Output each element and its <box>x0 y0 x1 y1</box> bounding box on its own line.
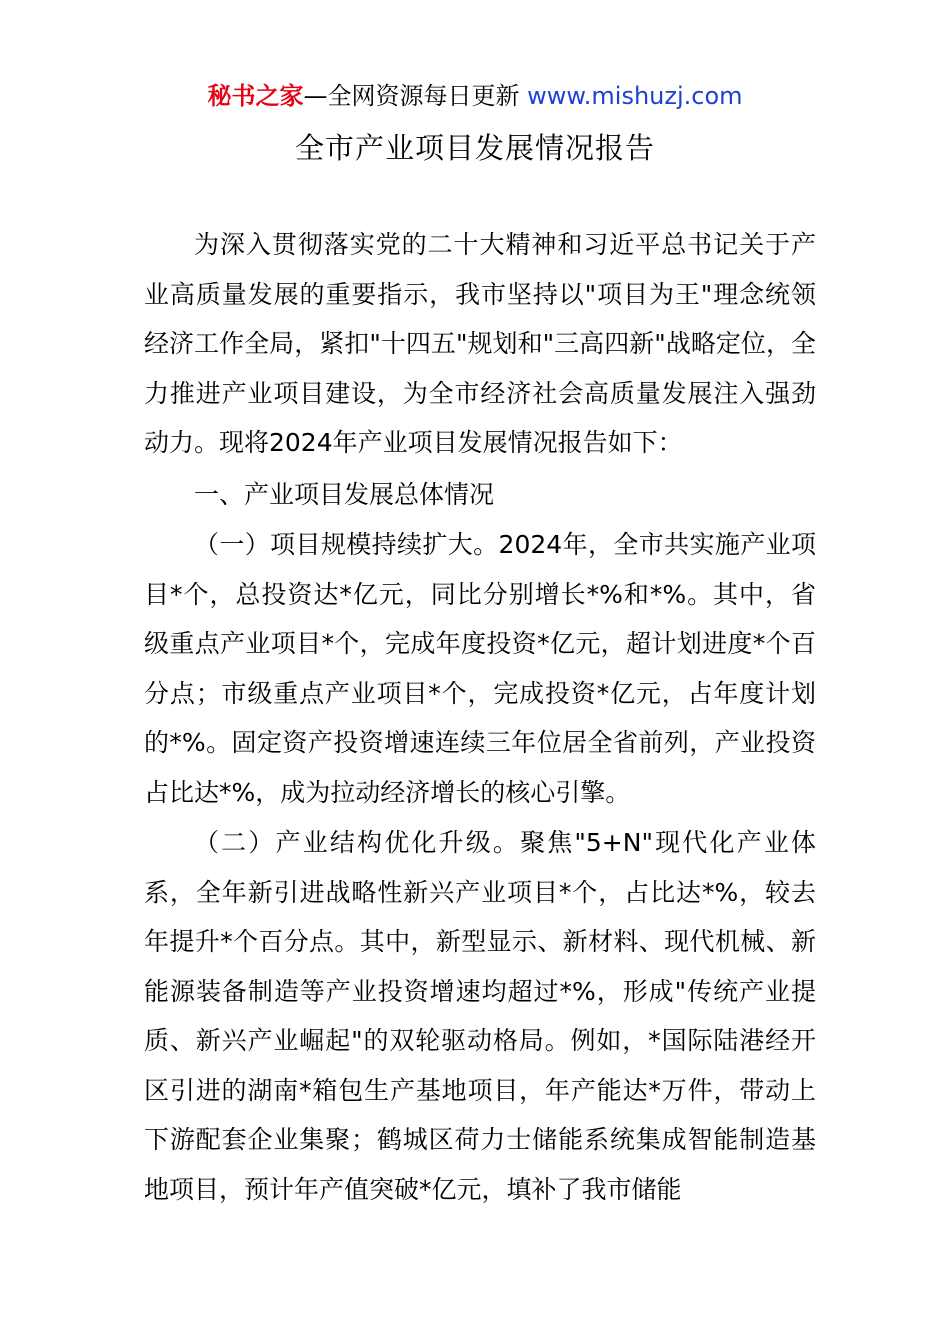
section-heading <box>144 470 816 520</box>
site-header <box>0 80 950 112</box>
document-title: 全市产业项目发展情况报告 <box>294 131 655 165</box>
paragraph-structure-text: （二）产业结构优化升级。聚焦"5+N"现代化产业体系，全年新引进战略性新兴产业项目*个，占比达*%，较去年提升*个百分点。其中，新型显示、新材料、现代机械、新能源装备制造等产业投资增速均超过*%，形成"传统产业提质、新兴产业崛起"的双轮驱动格局。例如，*国际陆港经开区引进的湖南*箱包生产基地项目，年产能达*万件，带动上下游配套企业集聚；鹤城区荷力士储能系统集成智能制造基地项目，预计年产值突破*亿元，填补了我市储能 <box>144 828 816 1204</box>
section-heading-text: 一、产业项目发展总体情况 <box>194 480 495 509</box>
site-url[interactable]: www.mishuzj.com <box>527 82 743 110</box>
body-paragraph-scale <box>144 520 816 817</box>
paragraph-intro-text: 为深入贯彻落实党的二十大精神和习近平总书记关于产业高质量发展的重要指示，我市坚持以"项目为王"理念统领经济工作全局，紧扣"十四五"规划和"三高四新"战略定位，全力推进产业项目建设，为全市经济社会高质量发展注入强劲动力。现将2024年产业项目发展情况报告如下： <box>144 230 816 457</box>
header-tagline: —全网资源每日更新 <box>303 82 520 110</box>
brand-name: 秘书之家 <box>207 82 304 110</box>
body-paragraph-intro <box>144 220 816 468</box>
paragraph-scale-text: （一）项目规模持续扩大。2024年，全市共实施产业项目*个，总投资达*亿元，同比分别增长*%和*%。其中，省级重点产业项目*个，完成年度投资*亿元，超计划进度*个百分点；市级重点产业项目*个，完成投资*亿元，占年度计划的*%。固定资产投资增速连续三年位居全省前列，产业投资占比达*%，成为拉动经济增长的核心引擎。 <box>144 530 816 807</box>
body-paragraph-structure <box>144 818 816 1214</box>
